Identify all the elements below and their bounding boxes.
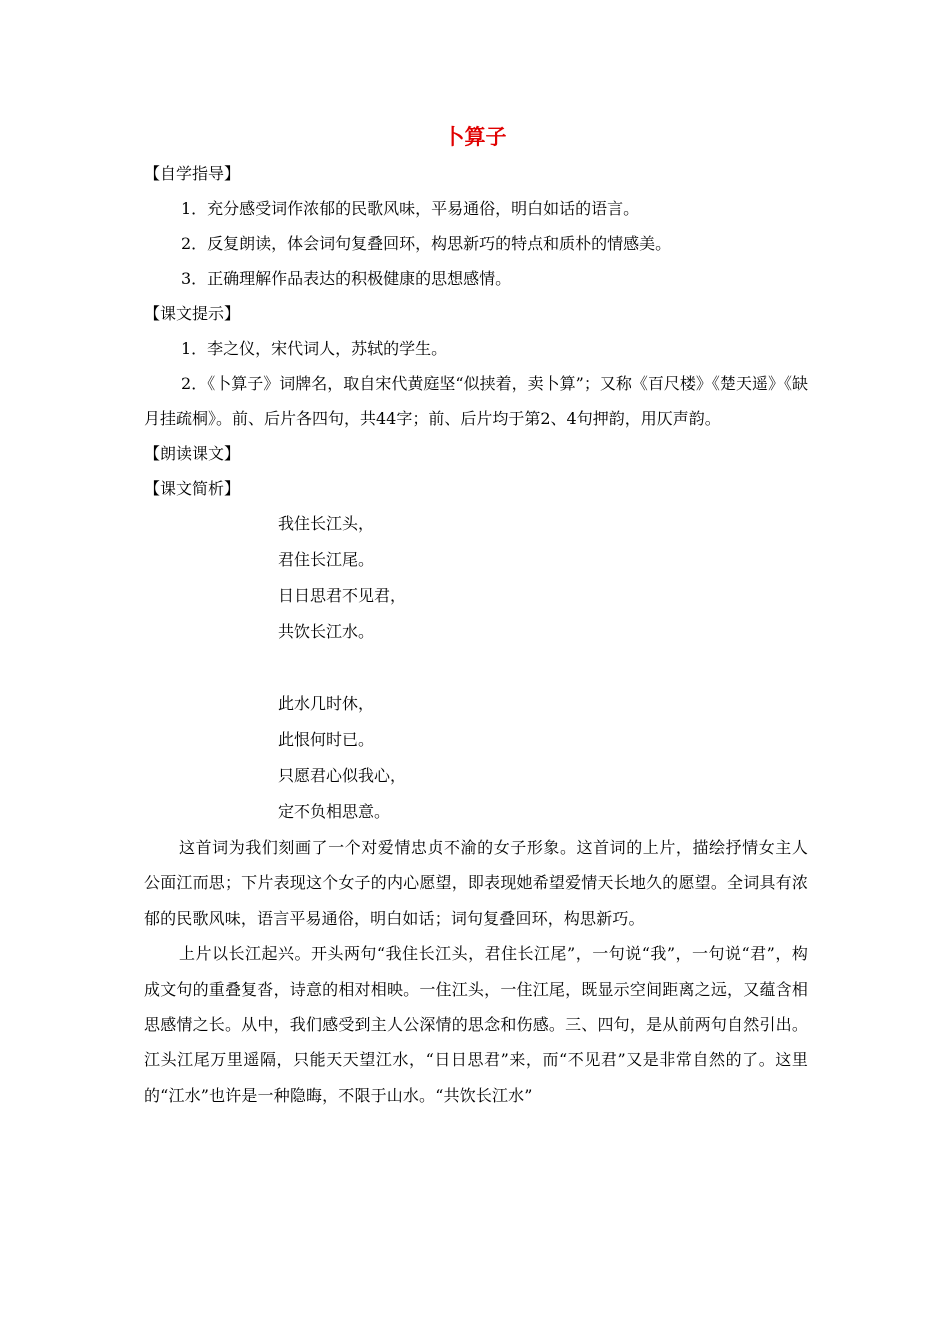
hint-item: 1．李之仪，宋代词人，苏轼的学生。 [181,339,448,358]
section-heading-reading: 【朗读课文】 [144,444,241,463]
poem-line: 共饮长江水。 [278,622,375,641]
hint-item-cipai: 2．《卜算子》词牌名，取自宋代黄庭坚“似挟着，卖卜算”；又称《百尺楼》《楚天遥》《缺月挂疏桐》。前、后片各四句，共44字；前、后片均于第2、4句押韵，用仄声韵。 [144,374,808,428]
section-heading-guide: 【自学指导】 [144,164,241,183]
guide-item: 1．充分感受词作浓郁的民歌风味，平易通俗，明白如话的语言。 [181,199,640,218]
page-title: 卜算子 [443,125,507,149]
poem-line: 此恨何时已。 [278,730,375,749]
analysis-paragraph: 这首词为我们刻画了一个对爱情忠贞不渝的女子形象。这首词的上片，描绘抒情女主人公面江而思；下片表现这个女子的内心愿望，即表现她希望爱情天长地久的愿望。全词具有浓郁的民歌风味，语言平易通俗，明白如话；词句复叠回环，构思新巧。 [144,838,808,928]
guide-item: 2．反复朗读，体会词句复叠回环，构思新巧的特点和质朴的情感美。 [181,234,672,253]
section-heading-analysis: 【课文简析】 [144,479,241,498]
stanza-break [278,650,808,686]
document-body [144,156,808,1113]
section-heading-hints: 【课文提示】 [144,304,241,323]
poem [144,506,808,830]
poem-line: 日日思君不见君， [278,586,407,605]
guide-item: 3．正确理解作品表达的积极健康的思想感情。 [181,269,512,288]
poem-line: 君住长江尾。 [278,550,375,569]
poem-line: 只愿君心似我心， [278,766,407,785]
poem-line: 我住长江头， [278,514,375,533]
analysis-paragraph: 上片以长江起兴。开头两句“我住长江头，君住长江尾”，一句说“我”，一句说“君”，构成文句的重叠复沓，诗意的相对相映。一住江头，一住江尾，既显示空间距离之远，又蕴含相思感情之长。从中，我们感受到主人公深情的思念和伤感。三、四句，是从前两句自然引出。江头江尾万里遥隔，只能天天望江水，“日日思君”来，而“不见君”又是非常自然的了。这里的“江水”也许是一种隐晦，不限于山水。“共饮长江水” [144,944,808,1105]
poem-line: 定不负相思意。 [278,802,391,821]
poem-line: 此水几时休， [278,694,375,713]
